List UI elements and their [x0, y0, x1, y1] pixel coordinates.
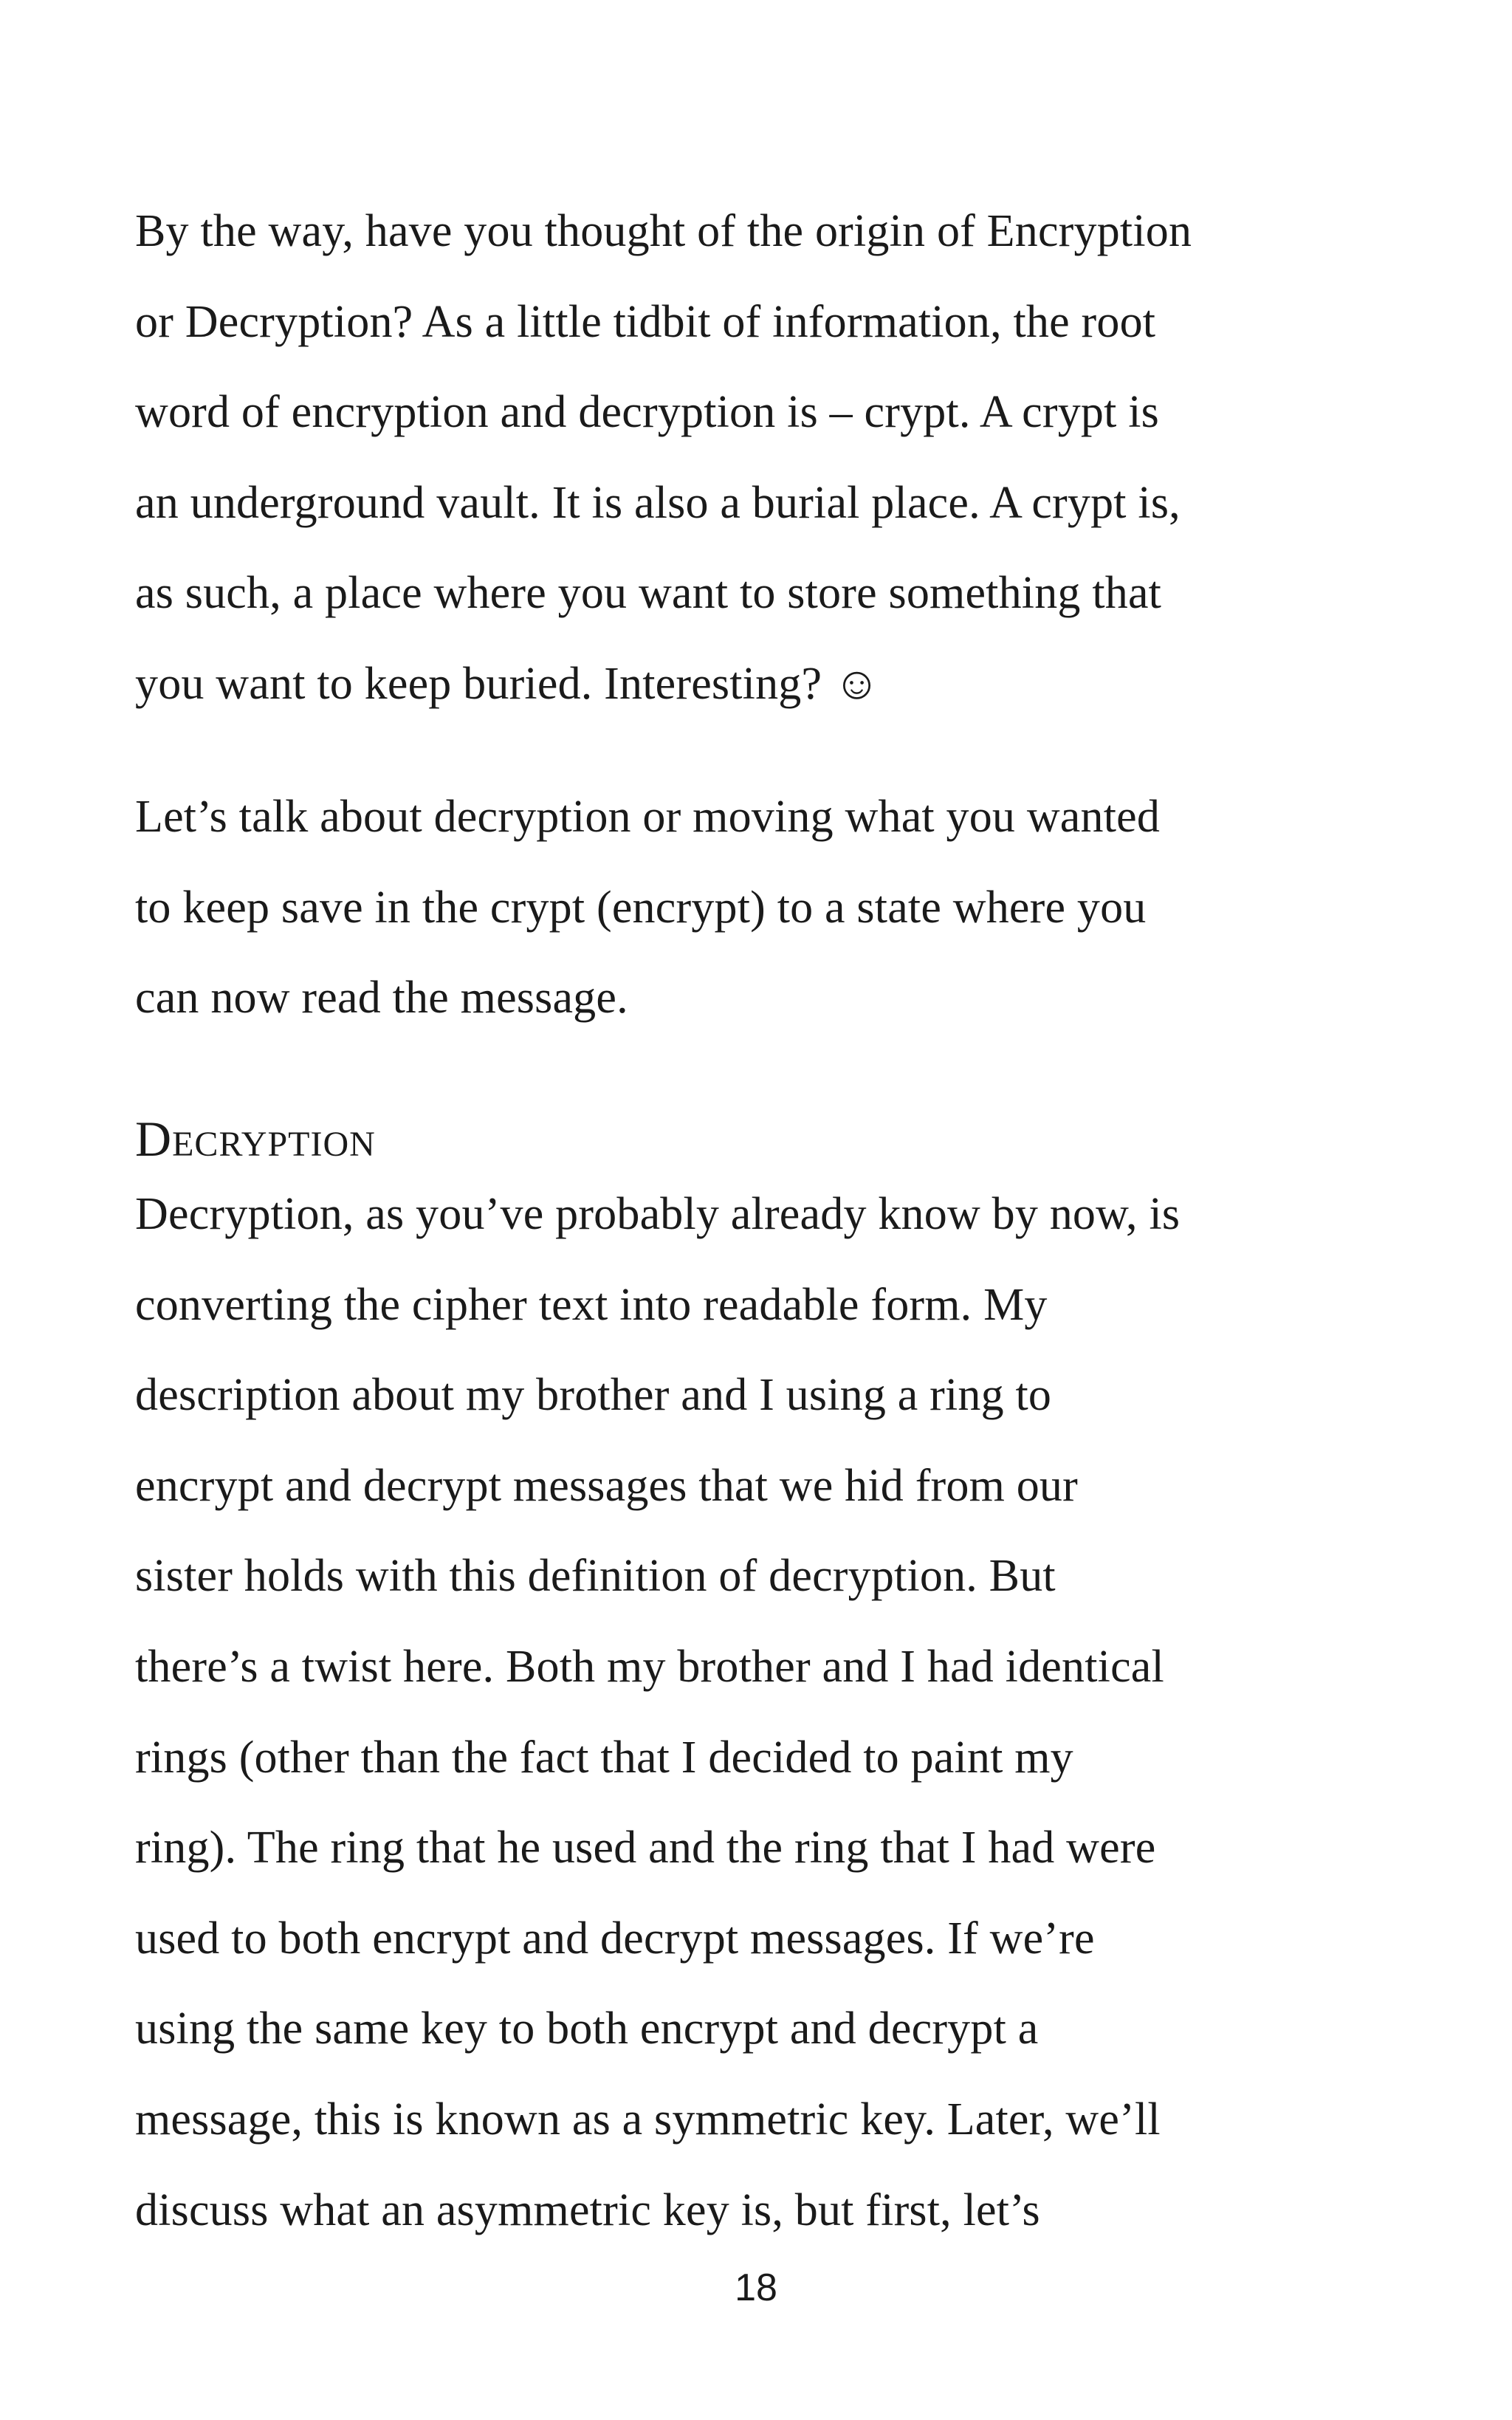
text-line: ring). The ring that he used and the ring that I had were [135, 1823, 1156, 1874]
text-line: there’s a twist here. Both my brother and I had identical [135, 1641, 1164, 1692]
text-line: rings (other than the fact that I decided to paint my [135, 1732, 1073, 1783]
text-line: Let’s talk about decryption or moving what you wanted [135, 792, 1161, 842]
paragraph-intro-decryption [135, 772, 1405, 1043]
text-line: Decryption, as you’ve probably already know by now, is [135, 1189, 1181, 1239]
text-line: By the way, have you thought of the origin of Encryption [135, 206, 1192, 256]
text-line: as such, a place where you want to store something that [135, 568, 1162, 619]
text-line: you want to keep buried. Interesting? ☺ [135, 658, 881, 709]
text-line: message, this is known as a symmetric key. Later, we’ll [135, 2094, 1161, 2145]
paragraph-crypt-origin [135, 186, 1405, 730]
text-line: word of encryption and decryption is – crypt. A crypt is [135, 387, 1159, 438]
text-line: used to both encrypt and decrypt messages. If we’re [135, 1913, 1095, 1964]
text-line: converting the cipher text into readable form. My [135, 1279, 1048, 1330]
text-line: description about my brother and I using a ring to [135, 1370, 1052, 1421]
text-line: encrypt and decrypt messages that we hid from our [135, 1460, 1078, 1511]
text-line: sister holds with this definition of decryption. But [135, 1551, 1056, 1602]
paragraph-decryption-body [135, 1169, 1405, 2255]
text-line: or Decryption? As a little tidbit of information, the root [135, 296, 1156, 347]
text-line: can now read the message. [135, 973, 628, 1024]
text-line: to keep save in the crypt (encrypt) to a state where you [135, 882, 1147, 933]
section-heading-decryption: Decryption [135, 1111, 376, 1167]
text-line: using the same key to both encrypt and decrypt a [135, 2003, 1039, 2054]
text-line: an underground vault. It is also a burial place. A crypt is, [135, 477, 1181, 528]
text-line: discuss what an asymmetric key is, but first, let’s [135, 2184, 1040, 2235]
page-number: 18 [735, 2266, 777, 2309]
